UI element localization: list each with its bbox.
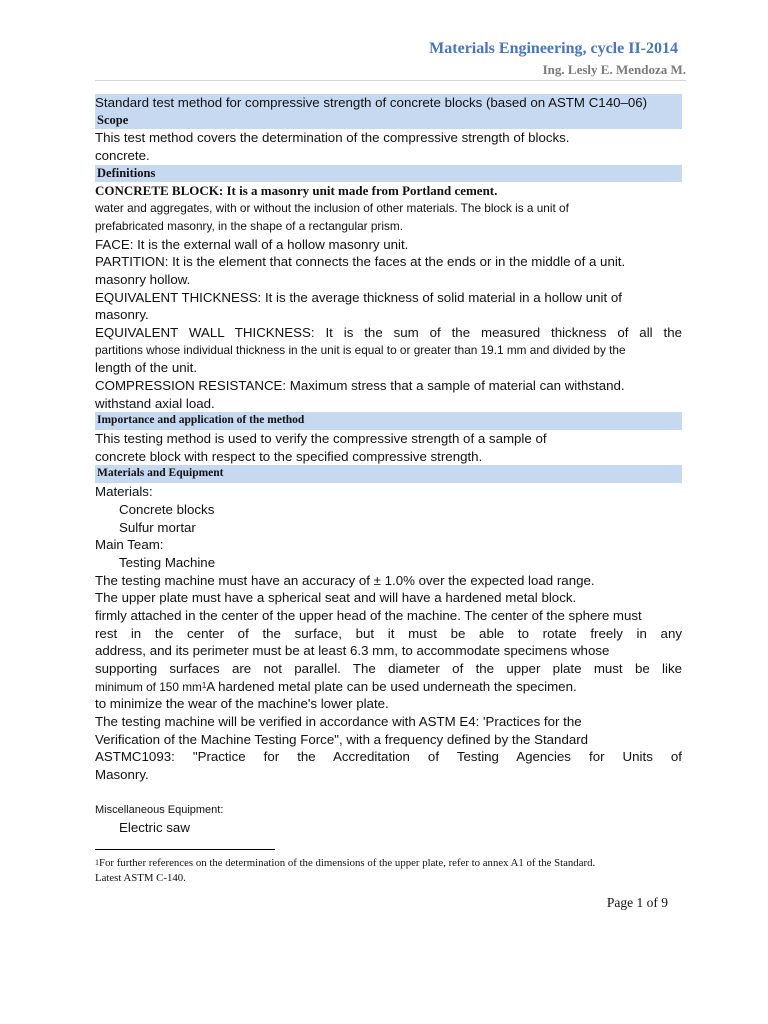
- paragraph-line: supporting surfaces are not parallel. The diameter of the upper plate must be like: [95, 661, 682, 676]
- footnote-line: [95, 856, 655, 871]
- section-heading-importance: Importance and application of the method: [95, 412, 682, 430]
- section-heading-scope: Scope: [95, 112, 682, 130]
- definition-partition: PARTITION: It is the element that connects the faces at the ends or in the middle of a unit.: [95, 254, 626, 270]
- header-title: Materials Engineering, cycle II-2014: [429, 40, 678, 57]
- paragraph-line: withstand axial load.: [95, 395, 215, 411]
- list-item: [95, 501, 682, 519]
- document-title-band: Standard test method for compressive strength of concrete blocks (based on ASTM C140–06): [95, 94, 682, 112]
- paragraph-line: concrete.: [95, 148, 150, 164]
- paragraph-line: address, and its perimeter must be at least 6.3 mm, to accommodate specimens whose: [95, 643, 610, 659]
- footnote-divider: [95, 849, 275, 850]
- paragraph-line: masonry hollow.: [95, 271, 191, 287]
- paragraph-line: water and aggregates, with or without the inclusion of other materials. The block is a unit of: [95, 201, 569, 216]
- paragraph-line: rest in the center of the surface, but it must be able to rotate freely in any: [95, 625, 682, 641]
- paragraph-fragment: A hardened metal plate can be used underneath the specimen.: [206, 678, 577, 694]
- section-heading-definitions: Definitions: [95, 165, 682, 183]
- paragraph-line: ASTMC1093: "Practice for the Accreditation of Testing Agencies for Units of: [95, 749, 682, 765]
- paragraph-line: The testing machine will be verified in accordance with ASTM E4: 'Practices for the: [95, 714, 582, 730]
- materials-label: Materials:: [95, 484, 153, 500]
- definition-face: FACE: It is the external wall of a hollow masonry unit.: [95, 236, 409, 252]
- list-item-text: Electric saw: [119, 820, 190, 836]
- paragraph-fragment: minimum of 150 mm: [95, 679, 202, 694]
- footnote-ref: 1: [201, 680, 207, 690]
- document-body: [95, 94, 682, 837]
- footnote-line: Latest ASTM C-140.: [95, 872, 186, 884]
- list-item-text: Concrete blocks: [119, 501, 215, 517]
- list-item: [95, 519, 682, 537]
- paragraph-line: to minimize the wear of the machine's lower plate.: [95, 696, 389, 712]
- misc-equipment-label: Miscellaneous Equipment:: [95, 803, 224, 816]
- header-author: Ing. Lesly E. Mendoza M.: [542, 62, 686, 77]
- paragraph-line: Verification of the Machine Testing Force", with a frequency defined by the Standard: [95, 731, 589, 747]
- paragraph-line: concrete block with respect to the specified compressive strength.: [95, 448, 483, 464]
- paragraph-line: firmly attached in the center of the upper head of the machine. The center of the sphere must: [95, 607, 642, 623]
- paragraph-line: Masonry.: [95, 767, 149, 783]
- paragraph-line: The upper plate must have a spherical seat and will have a hardened metal block.: [95, 590, 577, 606]
- list-item: [95, 819, 682, 837]
- paragraph-line: This testing method is used to verify the compressive strength of a sample of: [95, 431, 547, 447]
- section-heading-materials: Materials and Equipment: [95, 465, 682, 483]
- definition-equivalent-thickness: EQUIVALENT THICKNESS: It is the average thickness of solid material in a hollow unit of: [95, 289, 622, 305]
- list-item-text: Sulfur mortar: [119, 519, 196, 535]
- main-team-label: Main Team:: [95, 537, 164, 553]
- list-item: [95, 554, 682, 572]
- paragraph-line: prefabricated masonry, in the shape of a rectangular prism.: [95, 218, 403, 233]
- footnote-marker: 1: [95, 858, 99, 867]
- definition-compression-resistance: COMPRESSION RESISTANCE: Maximum stress that a sample of material can withstand.: [95, 378, 625, 393]
- footnote: [95, 856, 655, 886]
- paragraph-line: This test method covers the determination of the compressive strength of blocks.: [95, 130, 570, 146]
- footnote-text: For further references on the determination of the dimensions of the upper plate, refer to annex A1 of the Standard.: [99, 857, 596, 869]
- paragraph-line: The testing machine must have an accuracy of ± 1.0% over the expected load range.: [95, 572, 595, 588]
- page-number: Page 1 of 9: [606, 895, 668, 910]
- paragraph-line: masonry.: [95, 307, 149, 323]
- paragraph-line: [95, 678, 682, 696]
- header-divider: [95, 80, 686, 81]
- paragraph-line: length of the unit.: [95, 360, 198, 376]
- paragraph-line: partitions whose individual thickness in the unit is equal to or greater than 19.1 mm and divided by the: [95, 342, 626, 357]
- list-item-text: Testing Machine: [119, 554, 216, 570]
- definition-equivalent-wall-thickness: EQUIVALENT WALL THICKNESS: It is the sum of the measured thickness of all the: [95, 324, 682, 340]
- definition-term-concrete-block: CONCRETE BLOCK: It is a masonry unit made from Portland cement.: [95, 183, 498, 199]
- spacer: [95, 784, 682, 802]
